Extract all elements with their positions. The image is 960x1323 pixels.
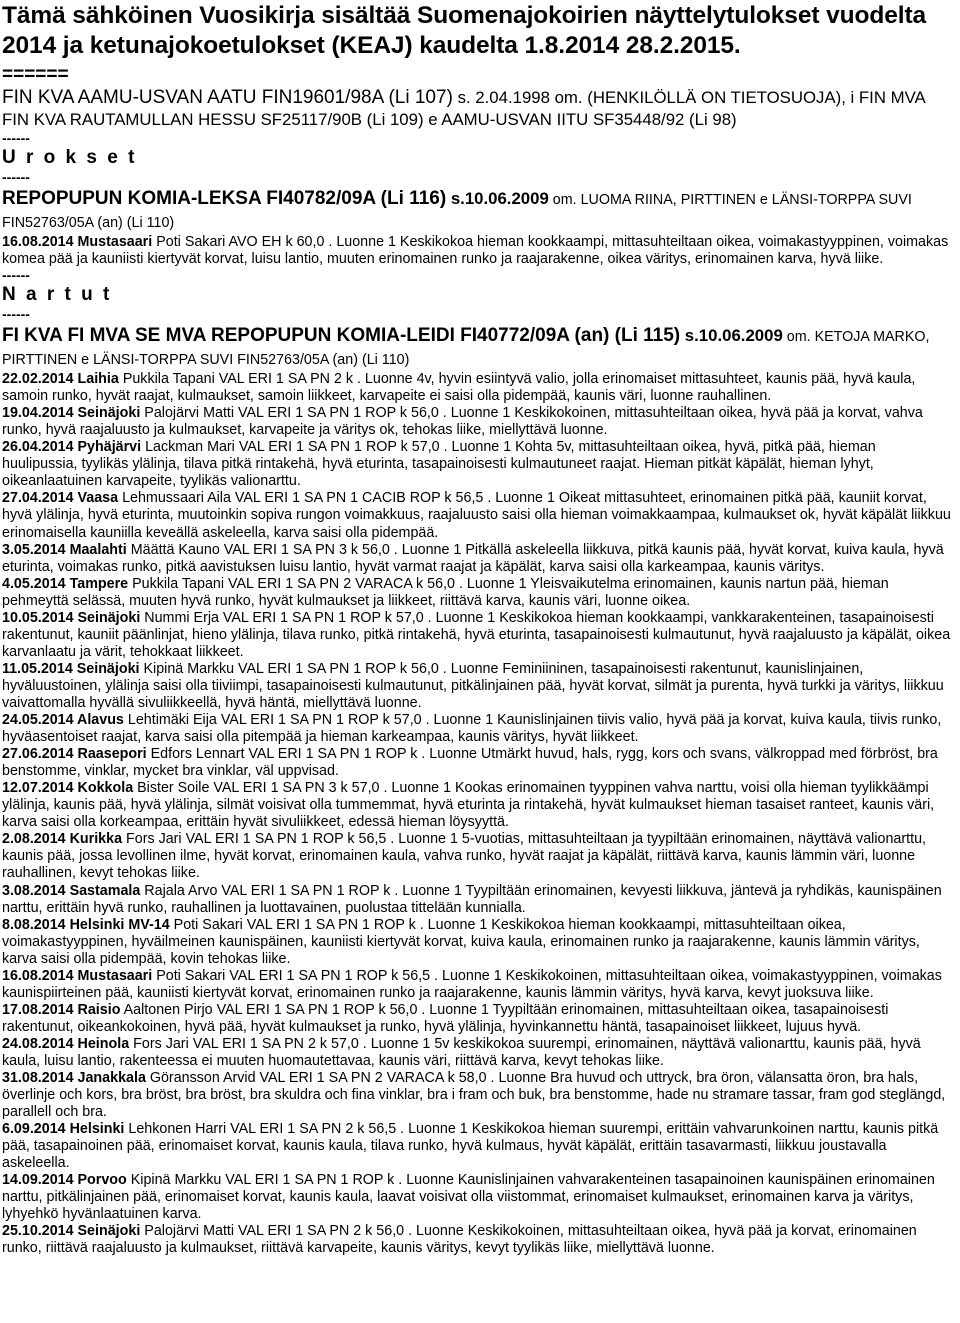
result-date-place: 27.04.2014 Vaasa xyxy=(2,490,119,507)
result-date-place: 17.08.2014 Raisio xyxy=(2,1001,121,1018)
result-date-place: 25.10.2014 Seinäjoki xyxy=(2,1223,141,1240)
result-entry xyxy=(2,439,954,490)
separator-dash: ------ xyxy=(2,306,30,323)
result-date-place: 16.08.2014 Mustasaari xyxy=(2,234,153,250)
result-text: Palojärvi Matti VAL ERI 1 SA PN 1 ROP k 56,0 . Luonne 1 Keskikokoinen, mittasuhteiltaan oikea, hyvä pää ja korvat, vahva runko, hyvä raajaluusto ja kulmaukset, karvapeite ja väritys ok, tehokas liike, miellyttävä luonne. xyxy=(2,405,923,439)
result-date-place: 11.05.2014 Seinäjoki xyxy=(2,660,140,677)
female-details: om. KETOJA MARKO, PIRTTINEN e LÄNSI-TORPPA SUVI FIN52763/05A (an) (Li 110) xyxy=(2,329,930,369)
result-entry xyxy=(2,1121,954,1172)
result-entry xyxy=(2,234,954,268)
result-date-place: 12.07.2014 Kokkola xyxy=(2,780,134,797)
result-date-place: 27.06.2014 Raasepori xyxy=(2,746,147,763)
result-text: Poti Sakari VAL ERI 1 SA PN 1 ROP k . Luonne 1 Keskikokoa hieman kookkaampi, mittasuhteiltaan oikea, voimakastyyppinen, hyväilmeinen kaunispäinen, kauniisti kiertyvät korvat, kuiva kaula, erinomainen runko ja raajarakenne, kaunis lämmin väritys, karva saisi olla pidempää, kovin tehokas liike. xyxy=(2,916,920,967)
male-results xyxy=(2,234,954,268)
result-entry xyxy=(2,712,954,746)
result-text: Lehmussaari Aila VAL ERI 1 SA PN 1 CACIB ROP k 56,5 . Luonne 1 Oikeat mittasuhteet, erinomainen pitkä pää, kauniit korvat, hyvä ylälinja, hyvä eturinta, muutoinkin sopiva rungon voimakkuus, raajaluusto saisi olla hieman voimakkaampaa, kulmaukset ok, hyvät käpälät liikkuu erinomaisella kauniilla keveällä askeleella, karva saisi olla pidempää. xyxy=(2,490,951,541)
result-entry xyxy=(2,1070,954,1121)
result-entry xyxy=(2,1223,954,1257)
result-entry xyxy=(2,1172,954,1223)
result-date-place: 8.08.2014 Helsinki MV-14 xyxy=(2,916,170,933)
result-text: Fors Jari VAL ERI 1 SA PN 2 k 57,0 . Luonne 1 5v keskikokoa suurempi, erinomainen, näyttävä valionarttu, kaunis pää, hyvä kaula, luisu lantio, rakenteessa ei muuten huomautettavaa, kaunis väri, riittävä karva, kevyt tehokas liike. xyxy=(2,1035,921,1069)
result-text: Lackman Mari VAL ERI 1 SA PN 1 ROP k 57,0 . Luonne 1 Kohta 5v, mittasuhteiltaan oikea, hyvä, pitkä pää, hieman huulipussia, tyylikäs ylälinja, tilava pitkä rintakehä, hyvä eturinta, tasapainoisesti kulmautuneet raajat. Hieman pitkät käpälät, hieman lyhyt, oikeanlaatuinen karvapeite, tyylikäs valionarttu. xyxy=(2,439,876,490)
female-dog-header xyxy=(2,325,954,371)
result-entry xyxy=(2,490,954,541)
female-birth: s.10.06.2009 xyxy=(680,326,783,346)
result-text: Pukkila Tapani VAL ERI 1 SA PN 2 VARACA k 56,0 . Luonne 1 Yleisvaikutelma erinomainen, kaunis nartun pää, hieman pehmeyttä selässä, muuten hyvä runko, hyvät kulmaukset ja liikkeet, riittävä karva, kaunis väri, luonne oikea. xyxy=(2,575,889,609)
female-dog-name: FI KVA FI MVA SE MVA REPOPUPUN KOMIA-LEIDI FI40772/09A (an) (Li 115) xyxy=(2,325,681,347)
result-text: Kipinä Markku VAL ERI 1 SA PN 1 ROP k . Luonne Kaunislinjainen vahvarakenteinen tasapainoinen kaunispäinen erinomainen narttu, pitkälinjainen pää, erinomaiset korvat, kaunis kaula, laavat voisivat olla viistommat, erinomaiset kulmaukset, erinomainen karva ja väritys, lyhyehkö hyvänlaatuinen karva. xyxy=(2,1172,935,1223)
result-text: Pukkila Tapani VAL ERI 1 SA PN 2 k . Luonne 4v, hyvin esiintyvä valio, jolla erinomaiset mittasuhteet, kaunis pää, hyvä kaula, samoin runko, hyvät raajat, kulmaukset, samoin liikkeet, karvapeite ei saisi olla pidempää, kaunis väri, luonne rauhallinen. xyxy=(2,371,916,405)
result-entry xyxy=(2,371,954,405)
male-dog-name: REPOPUPUN KOMIA-LEKSA FI40782/09A (Li 116) xyxy=(2,188,447,209)
result-entry xyxy=(2,1002,954,1036)
result-text: Edfors Lennart VAL ERI 1 SA PN 1 ROP k . Luonne Utmärkt huvud, hals, rygg, kors och svans, välkroppad med förbröst, bra benstomme, vinklar, mycket bra vinklar, väl uppvisad. xyxy=(2,746,938,780)
result-date-place: 2.08.2014 Kurikka xyxy=(2,831,123,848)
result-text: Lehkonen Harri VAL ERI 1 SA PN 2 k 56,5 . Luonne 1 Keskikokoa hieman suurempi, erittäin vahvarunkoinen narttu, kaunis pitkä pää, tasapainoinen pää, erinomaiset korvat, kaunis kaula, tilava runko, hyvä kulmaus, hyvät käpälät, erittäin tasavarmasti, liikkuu joustavalla askeleella. xyxy=(2,1121,939,1172)
result-entry xyxy=(2,917,954,968)
dog-name: FIN KVA AAMU-USVAN AATU FIN19601/98A (Li 107) xyxy=(2,87,453,108)
result-text: Palojärvi Matti VAL ERI 1 SA PN 2 k 56,0 . Luonne Keskikokoinen, mittasuhteiltaan oikea, hyvä pää ja korvat, erinomainen runko, riittävä raajaluusto ja kulmaukset, riittävä karvapeite, kaunis väritys, kevyt tyylikäs liike, miellyttävä luonne. xyxy=(2,1223,917,1257)
result-date-place: 3.08.2014 Sastamala xyxy=(2,882,141,899)
result-text: Rajala Arvo VAL ERI 1 SA PN 1 ROP k . Luonne 1 Tyypiltään erinomainen, kevyesti liikkuva, jäntevä ja ryhdikäs, kaunispäinen narttu, erittäin hyvä runko, rauhallinen ja luottavainen, puolustaa tittelään kunnialla. xyxy=(2,882,942,916)
female-results xyxy=(2,371,954,1257)
result-text: Lehtimäki Eija VAL ERI 1 SA PN 1 ROP k 57,0 . Luonne 1 Kaunislinjainen tiivis valio, hyvä pää ja korvat, kuiva kaula, tiivis runko, hyväasentoiset raajat, karva saisi olla pitempää ja hieman karkeampaa, kaunis väritys, hyvät liikkeet. xyxy=(2,712,942,746)
result-entry xyxy=(2,831,954,882)
result-text: Kipinä Markku VAL ERI 1 SA PN 1 ROP k 56,0 . Luonne Feminiininen, tasapainoisesti rakentunut, kaunislinjainen, hyväluustoinen, ylälinja saisi olla tiiviimpi, tasapainoisesti kulmautunut, pitkälinjainen pää, hyvät korvat, silmät ja purenta, hyvä turkki ja väritys, liikkuu vaivattomalla hyvällä sivuliikkeellä, hyvä häntä, miellyttävä luonne. xyxy=(2,660,944,711)
result-date-place: 14.09.2014 Porvoo xyxy=(2,1172,127,1189)
result-entry xyxy=(2,661,954,712)
result-entry xyxy=(2,883,954,917)
result-date-place: 19.04.2014 Seinäjoki xyxy=(2,405,141,422)
result-entry xyxy=(2,405,954,439)
result-date-place: 31.08.2014 Janakkala xyxy=(2,1070,146,1087)
separator-equals: ====== xyxy=(2,64,69,85)
result-entry xyxy=(2,576,954,610)
dog-header xyxy=(2,87,954,131)
male-dog-header xyxy=(2,188,954,234)
separator-dash: ------ xyxy=(2,169,30,185)
result-date-place: 26.04.2014 Pyhäjärvi xyxy=(2,439,142,456)
result-entry xyxy=(2,610,954,661)
result-entry xyxy=(2,968,954,1002)
section-heading-males: U r o k s e t xyxy=(2,147,137,168)
result-text: Poti Sakari AVO EH k 60,0 . Luonne 1 Keskikokoa hieman kookkaampi, mittasuhteiltaan oikea, voimakastyyppinen, voimakas komea pää ja kauniisti kiertyvät korvat, luisu lantio, muuten erinomainen runko ja raajarakenne, oikea väritys, erinomainen karva, hyvä liike. xyxy=(2,234,949,268)
separator-dash: ------ xyxy=(2,130,30,146)
male-details: om. LUOMA RIINA, PIRTTINEN e LÄNSI-TORPPA SUVI FIN52763/05A (an) (Li 110) xyxy=(2,192,912,231)
result-text: Bister Soile VAL ERI 1 SA PN 3 k 57,0 . Luonne 1 Kookas erinomainen tyyppinen vahva narttu, voisi olla hieman tyylikkäämpi ylälinja, kaunis pää, hyvä ylälinja, silmät voisivat olla tummemmat, hyvä eturinta ja rintakehä, hyvät kulmaukset hieman tasaiset ranteet, kaunis väri, karva saisi olla korkeampaa, erittäin hyvät sivuliikkeet, edessä hieman löysyyttä. xyxy=(2,780,935,831)
result-entry xyxy=(2,780,954,831)
result-entry xyxy=(2,542,954,576)
section-heading-females: N a r t u t xyxy=(2,284,112,306)
result-text: Fors Jari VAL ERI 1 SA PN 1 ROP k 56,5 . Luonne 1 5-vuotias, mittasuhteiltaan ja tyypiltään erinomainen, näyttävä valionarttu, kaunis pää, jossa levollinen ilme, hyvät korvat, erinomainen kaula, vahva runko, hyvät raajat ja käpälät, riittävä karva, kaunis lämmin väri, luonne rauhallinen, kevyt tehokas liike. xyxy=(2,831,926,882)
result-date-place: 22.02.2014 Laihia xyxy=(2,371,119,388)
result-date-place: 24.05.2014 Alavus xyxy=(2,712,124,729)
result-date-place: 16.08.2014 Mustasaari xyxy=(2,967,153,984)
result-date-place: 6.09.2014 Helsinki xyxy=(2,1121,125,1138)
result-text: Poti Sakari VAL ERI 1 SA PN 1 ROP k 56,5 . Luonne 1 Keskikokoinen, mittasuhteiltaan oikea, voimakastyyppinen, voimakas kaunispiirteinen pää, kauniisti kiertyvät korvat, erinomainen runko ja raajarakenne, kaunis lämmin väritys, hyvä karva, kevyt juoksuva liike. xyxy=(2,967,942,1001)
result-text: Göransson Arvid VAL ERI 1 SA PN 2 VARACA k 58,0 . Luonne Bra huvud och uttryck, bra öron, välansatta öron, bra hals, överlinje och kors, bra bröst, bra bröst, bra skuldra och fina vinklar, bra i fram och buk, bra benstomme, hade nu stramare tassar, fram god steglängd, parallell och bra. xyxy=(2,1070,946,1121)
dog-details: s. 2.04.1998 om. (HENKILÖLLÄ ON TIETOSUOJA), i FIN MVA FIN KVA RAUTAMULLAN HESSU SF25117/90B (Li 109) e AAMU-USVAN IITU SF35448/92 (Li 98) xyxy=(2,88,925,129)
result-date-place: 4.05.2014 Tampere xyxy=(2,575,129,592)
result-date-place: 3.05.2014 Maalahti xyxy=(2,541,127,558)
result-entry xyxy=(2,1036,954,1070)
result-text: Määttä Kauno VAL ERI 1 SA PN 3 k 56,0 . Luonne 1 Pitkällä askeleella liikkuva, pitkä kaunis pää, hyvät korvat, kuiva kaula, hyvä eturinta, voimakas runko, pitkä aavistuksen luisu lantio, hyvät varmat raajat ja käpälät, karva saisi olla karkeampaa, kaunis väritys. xyxy=(2,541,944,575)
result-date-place: 10.05.2014 Seinäjoki xyxy=(2,609,141,626)
document-page xyxy=(0,1,954,1258)
document-title: Tämä sähköinen Vuosikirja sisältää Suomenajokoirien näyttelytulokset vuodelta 2014 ja ketunajokoetulokset (KEAJ) kaudelta 1.8.2014 28.2.2015. xyxy=(2,2,927,59)
male-birth: s.10.06.2009 xyxy=(446,189,549,208)
result-text: Nummi Erja VAL ERI 1 SA PN 1 ROP k 57,0 . Luonne 1 Keskikokoa hieman kookkaampi, vankkarakenteinen, tasapainoisesti rakentunut, kauniit päänlinjat, hieno ylälinja, tilava runko, pitkä rintakehä, hyvä eturinta, tasapainoisesti kulmautunut, hyvä raajaluusto ja käpälät, oikea karvanlaatu ja värit, tehokkaat liikkeet. xyxy=(2,609,951,660)
separator-dash: ------ xyxy=(2,267,30,284)
result-entry xyxy=(2,746,954,780)
result-text: Aaltonen Pirjo VAL ERI 1 SA PN 1 ROP k 56,0 . Luonne 1 Tyypiltään erinomainen, mittasuhteiltaan oikea, tasapainoisesti rakentunut, oikeankokoinen, hyvä pää, hyvät kulmaukset ja runko, hyvä ylälinja, hyvinkannettu häntä, tasapainoiset liikkeet, lujuus hyvä. xyxy=(2,1001,889,1035)
result-date-place: 24.08.2014 Heinola xyxy=(2,1035,130,1052)
